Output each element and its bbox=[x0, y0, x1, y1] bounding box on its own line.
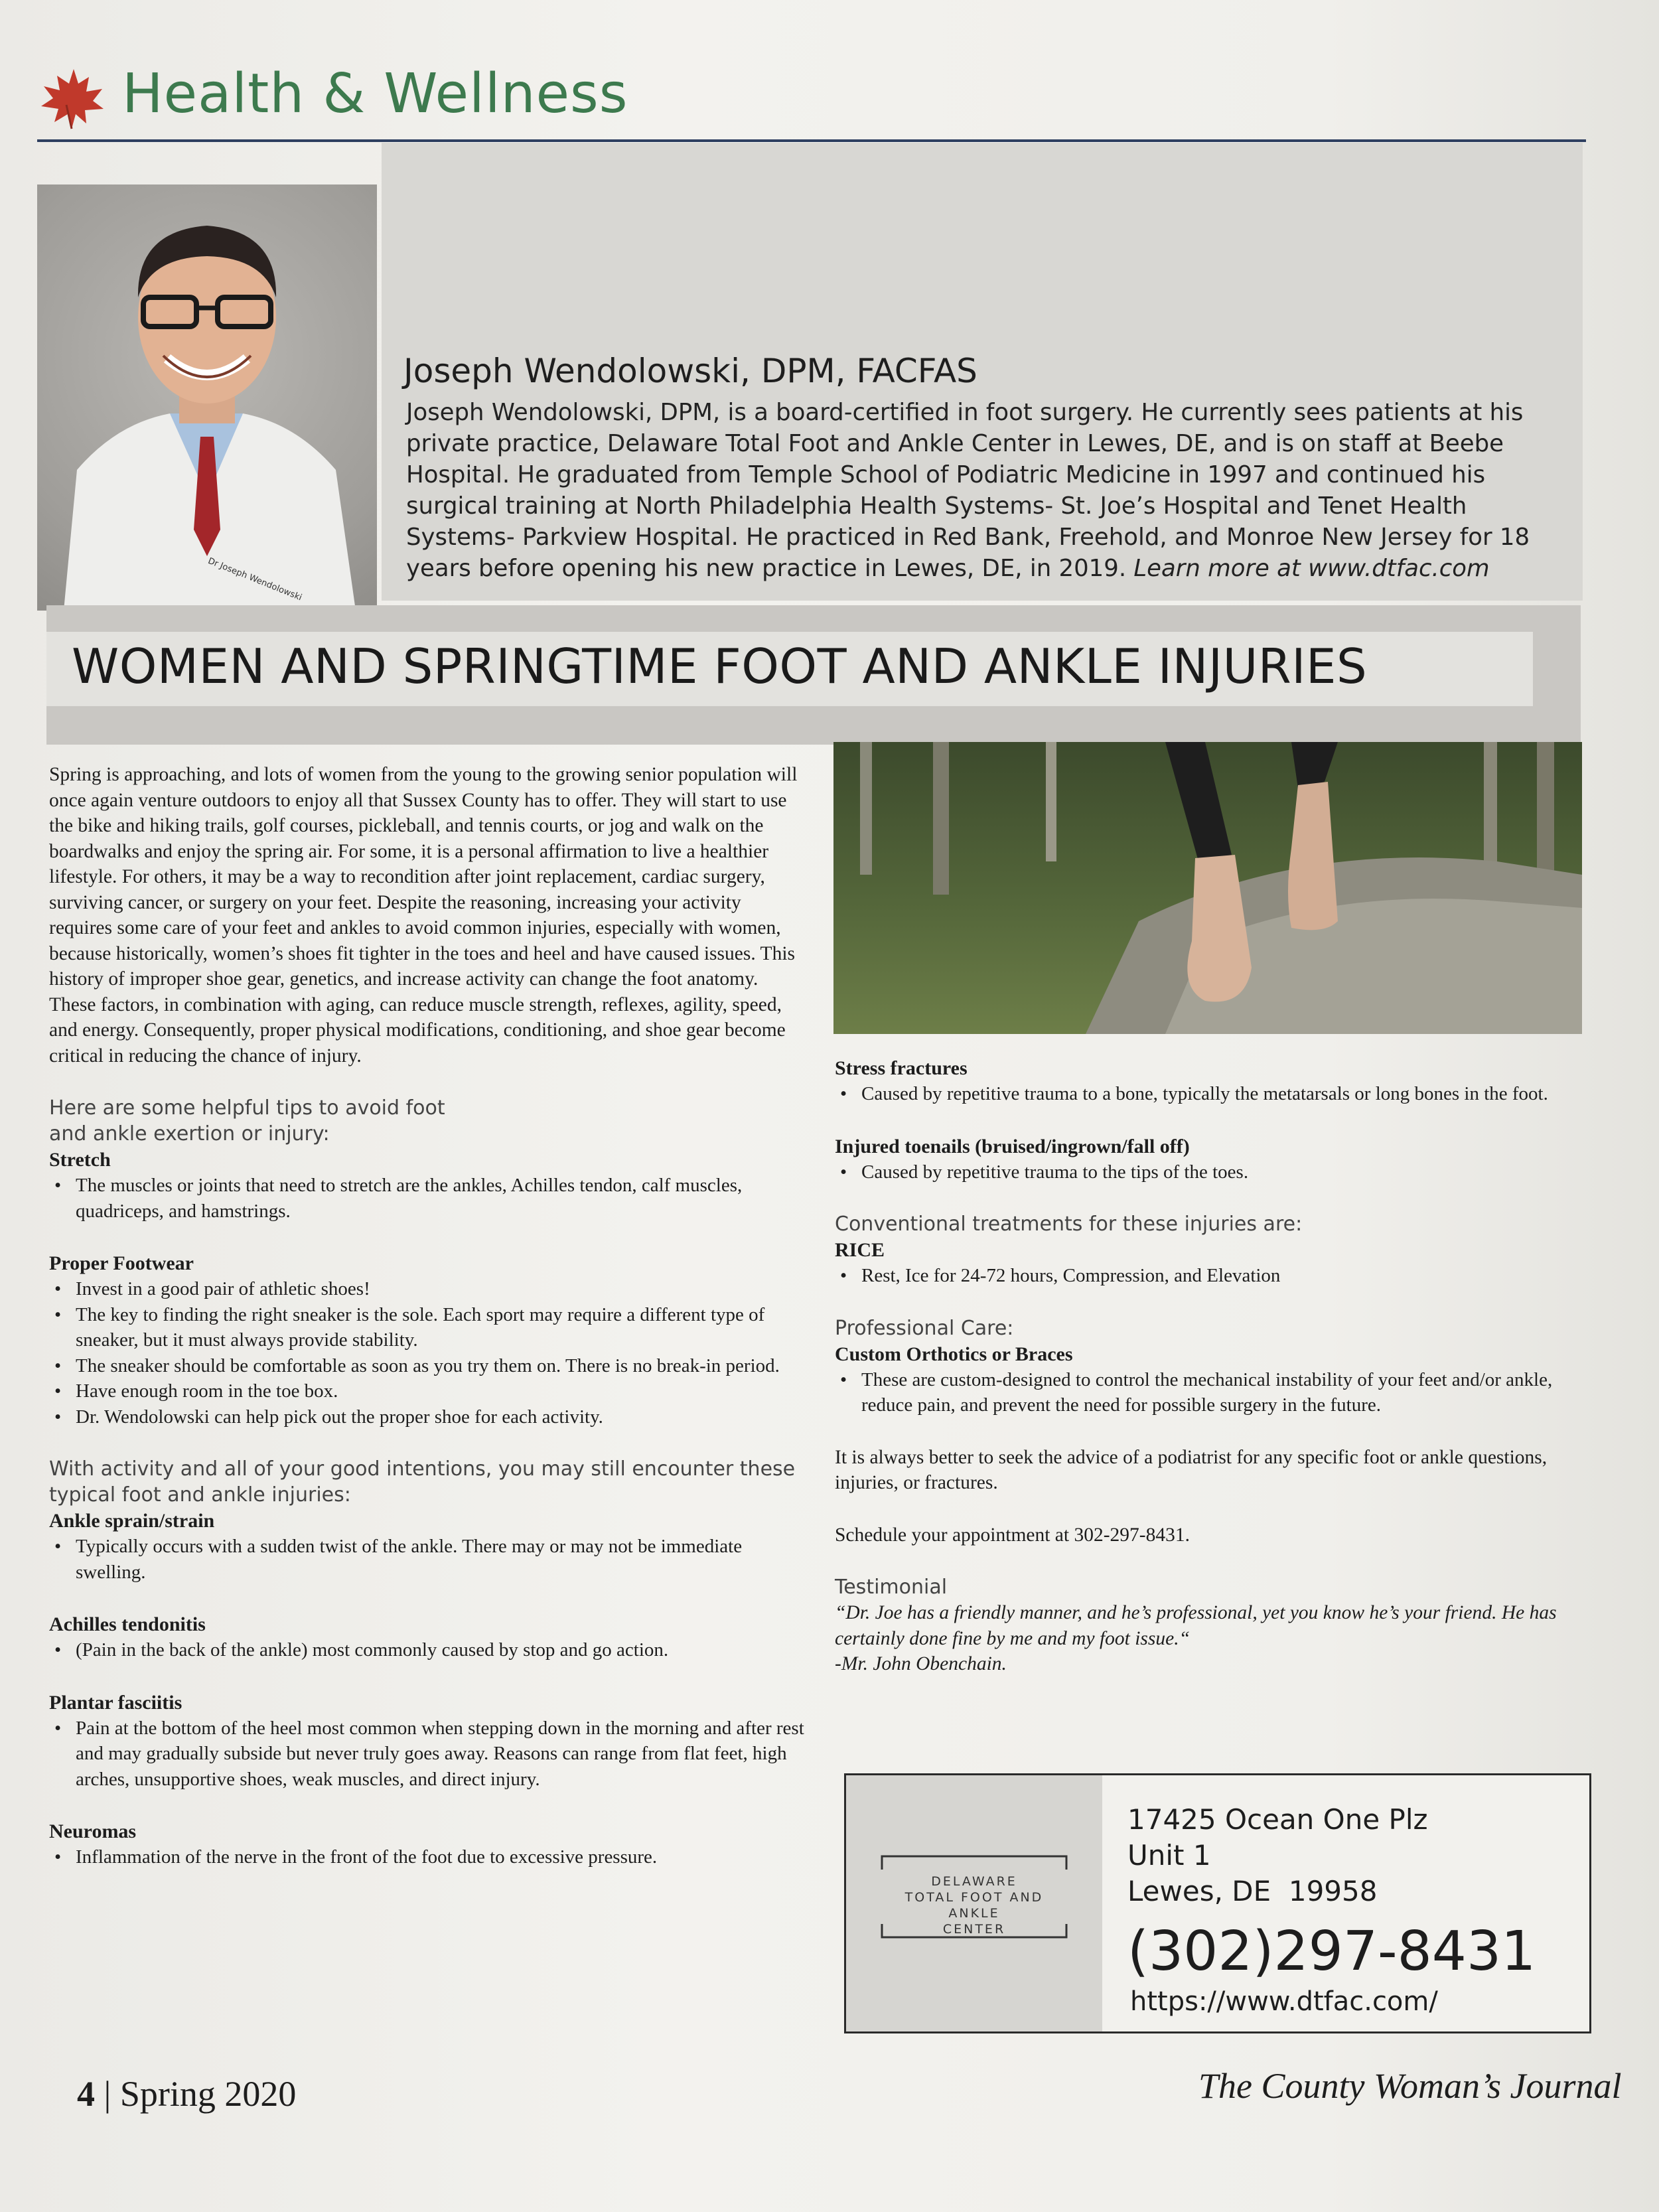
article-intro: Spring is approaching, and lots of women from the young to the growing senior population will once again venture outdoors to enjoy all that Sussex County has to offer. They will start to use the bike and hiking trails, golf courses, pickleball, and tennis courts, or jog and walk on the boardwalks and enjoy the spring air. For some, it is a personal affirmation to live a healthier lifestyle. For others, it may be a way to recondition after joint replacement, cardiac surgery, surviving cancer, or surgery on your feet. Despite the reasoning, increasing your activity requires some care of your feet and ankles to avoid common injuries, especially with women, because historically, women’s shoes fit tighter in the toes and heel and have caused issues. This history of improper shoe gear, genetics, and increase activity can change the foot anatomy. These factors, in combination with aging, can reduce muscle strength, reflexes, agility, speed, and energy. Consequently, proper physical modifications, conditioning, and shoe gear become critical in reducing the chance of injury. bbox=[49, 764, 798, 1067]
list-item: • The sneaker should be comfortable as soon as you try them on. There is no break-in period. bbox=[70, 1353, 806, 1379]
learn-more-link[interactable]: Learn more at www.dtfac.com bbox=[1133, 555, 1490, 582]
footer-separator: | bbox=[104, 2074, 111, 2114]
list-item: • Pain at the bottom of the heel most common when stepping down in the morning and after rest and may gradually subside but never truly goes away. Reasons can range from flat feet, high arches, unsupportive shoes, weak muscles, and direct injury. bbox=[70, 1716, 806, 1793]
tips-lead: Here are some helpful tips to avoid foot and ankle exertion or injury: bbox=[49, 1096, 445, 1145]
toenails-title: Injured toenails (bruised/ingrown/fall off) bbox=[835, 1135, 1190, 1157]
ankle-title: Ankle sprain/strain bbox=[49, 1510, 215, 1532]
achilles-title: Achilles tendonitis bbox=[49, 1613, 206, 1635]
plantar-title: Plantar fasciitis bbox=[49, 1691, 182, 1714]
issue-label: Spring 2020 bbox=[119, 2074, 297, 2114]
address-line-1: 17425 Ocean One Plz bbox=[1127, 1803, 1428, 1836]
address-line-3: Lewes, DE 19958 bbox=[1127, 1875, 1378, 1907]
list-item: • Invest in a good pair of athletic shoes! bbox=[70, 1276, 806, 1302]
list-item: • The muscles or joints that need to stretch are the ankles, Achilles tendon, calf muscles, quadriceps, and hamstrings. bbox=[70, 1173, 806, 1224]
page-footer-left bbox=[77, 2073, 296, 2114]
testimonial-label: Testimonial bbox=[835, 1576, 948, 1599]
article-headline: WOMEN AND SPRINGTIME FOOT AND ANKLE INJURIES bbox=[72, 638, 1368, 694]
page-number: 4 bbox=[77, 2074, 95, 2114]
orthotics-title: Custom Orthotics or Braces bbox=[835, 1343, 1073, 1365]
stress-list bbox=[835, 1081, 1578, 1107]
list-item: • Typically occurs with a sudden twist of the ankle. There may or may not be immediate swelling. bbox=[70, 1534, 806, 1585]
list-item: • Dr. Wendolowski can help pick out the proper shoe for each activity. bbox=[70, 1404, 806, 1430]
section-header bbox=[37, 58, 1586, 145]
list-item: • Caused by repetitive trauma to the tips of the toes. bbox=[856, 1159, 1578, 1185]
stretch-title: Stretch bbox=[49, 1149, 111, 1171]
rice-title: RICE bbox=[835, 1239, 885, 1261]
feet-on-log-photo bbox=[833, 742, 1582, 1034]
professional-lead: Professional Care: bbox=[835, 1316, 1014, 1340]
maple-leaf-icon bbox=[37, 65, 110, 131]
plantar-list bbox=[49, 1716, 806, 1793]
neuromas-title: Neuromas bbox=[49, 1820, 137, 1842]
logo-line-1: DELAWARE bbox=[931, 1874, 1017, 1889]
logo-line-2: TOTAL FOOT AND ANKLE bbox=[904, 1890, 1044, 1921]
orthotics-list bbox=[835, 1367, 1578, 1418]
list-item: • The key to finding the right sneaker is the sole. Each sport may require a different type of sneaker, but it must always provide stability. bbox=[70, 1302, 806, 1353]
stress-title: Stress fractures bbox=[835, 1057, 968, 1079]
author-bio bbox=[406, 397, 1574, 584]
list-item: • Have enough room in the toe box. bbox=[70, 1378, 806, 1404]
treatments-lead: Conventional treatments for these injuries are: bbox=[835, 1213, 1303, 1236]
website-link[interactable]: https://www.dtfac.com/ bbox=[1130, 1986, 1438, 2017]
author-name: Joseph Wendolowski, DPM, FACFAS bbox=[403, 352, 977, 390]
left-column bbox=[49, 762, 806, 1870]
svg-text:Dr Joseph Wendolowski: Dr Joseph Wendolowski bbox=[206, 555, 304, 603]
practice-logo bbox=[846, 1775, 1102, 2031]
footwear-list bbox=[49, 1276, 806, 1430]
list-item: • Rest, Ice for 24-72 hours, Compression, and Elevation bbox=[856, 1263, 1578, 1289]
address-line-2: Unit 1 bbox=[1127, 1839, 1211, 1872]
list-item: • These are custom-designed to control the mechanical instability of your feet and/or ankle, reduce pain, and prevent the need for possible surgery in the future. bbox=[856, 1367, 1578, 1418]
testimonial-quote: “Dr. Joe has a friendly manner, and he’s professional, yet you know he’s your friend. He has certainly done fine by me and my foot issue.“ bbox=[835, 1602, 1557, 1649]
stretch-list bbox=[49, 1173, 806, 1224]
toenails-list bbox=[835, 1159, 1578, 1185]
schedule-text: Schedule your appointment at 302-297-8431. bbox=[835, 1524, 1190, 1546]
list-item: • (Pain in the back of the ankle) most commonly caused by stop and go action. bbox=[70, 1637, 806, 1663]
phone-number[interactable]: (302)297-8431 bbox=[1127, 1920, 1536, 1983]
advice-text: It is always better to seek the advice of a podiatrist for any specific foot or ankle questions, injuries, or fractures. bbox=[835, 1446, 1548, 1493]
logo-text bbox=[881, 1874, 1068, 1937]
injuries-lead: With activity and all of your good intentions, you may still encounter these typical foot and ankle injuries: bbox=[49, 1457, 796, 1507]
list-item: • Inflammation of the nerve in the front of the foot due to excessive pressure. bbox=[70, 1844, 806, 1870]
address bbox=[1127, 1802, 1428, 1909]
achilles-list bbox=[49, 1637, 806, 1663]
neuromas-list bbox=[49, 1844, 806, 1870]
publication-name: The County Woman’s Journal bbox=[1198, 2066, 1622, 2106]
right-column bbox=[835, 1055, 1578, 1677]
testimonial-author: -Mr. John Obenchain. bbox=[835, 1653, 1007, 1674]
footwear-title: Proper Footwear bbox=[49, 1252, 194, 1274]
logo-line-3: CENTER bbox=[942, 1922, 1006, 1937]
logo-frame bbox=[881, 1854, 1068, 1940]
author-bio-text: Joseph Wendolowski, DPM, is a board-certified in foot surgery. He currently sees patients at his private practice, Delaware Total Foot and Ankle Center in Lewes, DE, and is on staff at Beebe Hospital. He graduated from Temple School of Podiatric Medicine in 1997 and continued his surgical training at North Philadelphia Health Systems- St. Joe’s Hospital and Tenet Health Systems- Parkview Hospital. He practiced in Red Bank, Freehold, and Monroe New Jersey for 18 years before opening his new practice in Lewes, DE, in 2019. bbox=[406, 399, 1530, 582]
ankle-list bbox=[49, 1534, 806, 1585]
section-title: Health & Wellness bbox=[122, 62, 628, 125]
contact-box bbox=[844, 1773, 1591, 2033]
author-photo bbox=[37, 184, 377, 611]
list-item: • Caused by repetitive trauma to a bone, typically the metatarsals or long bones in the foot. bbox=[856, 1081, 1578, 1107]
header-rule bbox=[37, 139, 1586, 142]
rice-list bbox=[835, 1263, 1578, 1289]
